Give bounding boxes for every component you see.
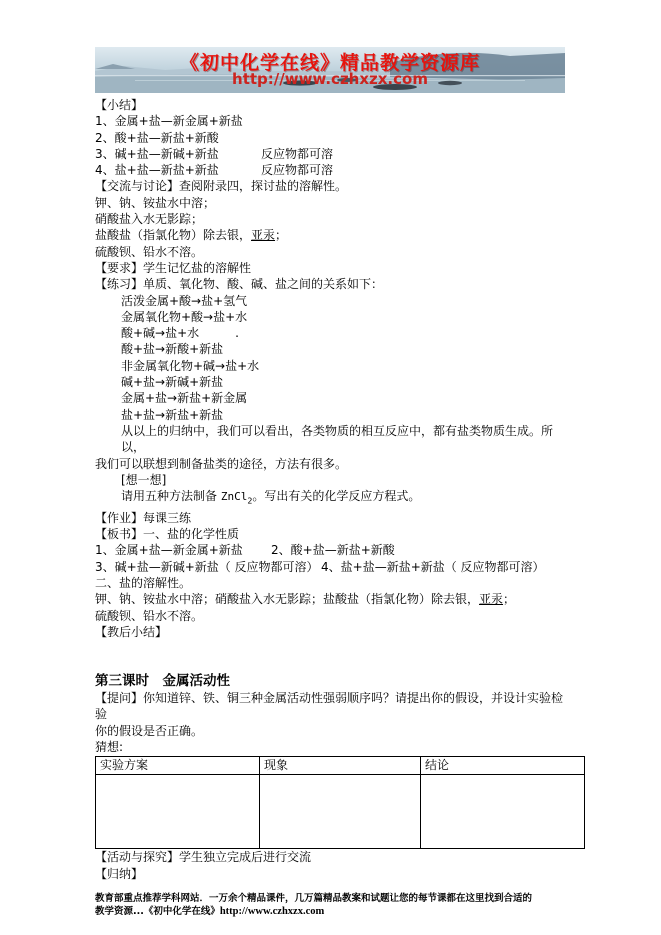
rule-formula: 4、盐+盐—新盐+新盐	[95, 163, 219, 178]
rule-formula: 2、酸+盐—新盐+新酸	[95, 130, 219, 145]
footer-url: http://www.czhxzx.com	[219, 906, 325, 918]
think-heading: [想一想]	[121, 472, 167, 487]
solubility-rhyme-line: 硝酸盐入水无影踪；	[95, 212, 204, 227]
footer-line-1: 教育部重点推荐学科网站．一万余个精品课件，几万篇精品教案和试题让您的每节课都在这里找到合适的	[95, 892, 533, 904]
relation-line: 碱+盐→新碱+新盐	[121, 375, 224, 390]
solubility-rhyme-line: 硫酸钡、铅水不溶。	[95, 244, 204, 259]
formula-subscript: 2	[247, 496, 253, 506]
board-rule: 4、盐+盐—新盐+新盐（ 反应物都可溶）	[321, 559, 545, 574]
footer-text: 教学资源...《初中化学在线》	[95, 906, 220, 918]
footer	[95, 892, 565, 919]
table-header-cell: 实验方案	[96, 757, 260, 775]
board-rule: 1、金属+盐—新金属+新盐	[95, 543, 243, 558]
conclusion-line: 我们可以联想到制备盐类的途径，方法有很多。	[95, 456, 348, 471]
board-rhyme-line	[95, 591, 565, 607]
think-formula	[95, 488, 565, 510]
table-body-row	[96, 775, 585, 849]
site-banner	[95, 47, 565, 93]
solubility-rhyme-line	[95, 227, 565, 243]
banner-url: http://www.czhxzx.com	[232, 70, 428, 88]
summary-heading: 【小结】	[95, 98, 144, 112]
guess-label: 猜想:	[95, 740, 124, 755]
salt-rule-3	[95, 146, 565, 162]
rhyme-text: ；	[275, 228, 288, 243]
rule-formula: 3、碱+盐—新碱+新盐	[95, 146, 219, 161]
relation-line: 酸+盐→新酸+新盐	[121, 342, 224, 357]
board-rule-row-2	[95, 559, 565, 575]
rule-note: 反应物都可溶	[261, 163, 334, 178]
footer-line-2	[95, 905, 565, 919]
induction-heading: 【归纳】	[95, 866, 144, 881]
chemical-formula: ZnCl	[220, 490, 248, 504]
lesson3-title: 第三课时 金属活动性	[95, 673, 230, 690]
conclusion-line: 从以上的归纳中，我们可以看出，各类物质的相互反应中，都有盐类物质生成。所以，	[121, 423, 554, 455]
relation-line: 金属氧化物+酸→盐+水	[121, 309, 248, 324]
think-text: 。写出有关的化学反应方程式。	[252, 489, 421, 504]
underlined-term: 亚汞	[479, 592, 504, 607]
practice-heading: 【练习】单质、氧化物、酸、碱、盐之间的关系如下：	[95, 277, 384, 292]
board-rule-row-1	[95, 542, 565, 558]
relation-line: 金属+盐→新盐+新金属	[121, 391, 248, 406]
banner-title: 《初中化学在线》精品教学资源库	[179, 52, 480, 74]
homework-heading: 【作业】每课三练	[95, 510, 192, 525]
rhyme-text: 钾、钠、铵盐水中溶；硝酸盐入水无影踪；盐酸盐（指氯化物）除去银，	[95, 592, 480, 607]
rhyme-text: 盐酸盐（指氯化物）除去银，	[95, 228, 252, 243]
table-cell	[421, 775, 585, 849]
relation-line: 非金属氧化物+碱→盐+水	[121, 358, 260, 373]
experiment-table	[95, 756, 585, 849]
underlined-term: 亚汞	[251, 228, 276, 243]
relation-line: 酸+碱→盐+水 .	[121, 326, 239, 341]
question-line: 【提问】你知道锌、铁、铜三种金属活动性强弱顺序吗？请提出你的假设，并设计实验检验	[95, 691, 564, 722]
salt-rule-1	[95, 113, 565, 129]
requirement-heading: 【要求】学生记忆盐的溶解性	[95, 260, 252, 275]
board-rule: 3、碱+盐—新碱+新盐（ 反应物都可溶）	[95, 559, 319, 574]
salt-rule-2	[95, 130, 565, 146]
table-header-row	[96, 757, 585, 775]
board-heading: 【板书】一、盐的化学性质	[95, 527, 240, 542]
relation-line: 活泼金属+酸→盐+氢气	[121, 293, 248, 308]
discussion-heading: 【交流与讨论】查阅附录四，探讨盐的溶解性。	[95, 179, 348, 194]
think-text: 请用五种方法制备	[121, 489, 221, 504]
document-content	[95, 47, 565, 919]
rule-note: 反应物都可溶	[261, 146, 334, 161]
salt-rule-4	[95, 162, 565, 178]
solubility-rhyme-line: 钾、钠、铵盐水中溶；	[95, 195, 216, 210]
table-header-cell: 结论	[421, 757, 585, 775]
table-cell	[96, 775, 260, 849]
activity-heading: 【活动与探究】学生独立完成后进行交流	[95, 850, 312, 865]
board-subheading: 二、盐的溶解性。	[95, 576, 192, 590]
table-header-cell: 现象	[260, 757, 421, 775]
board-rhyme-line: 硫酸钡、铅水不溶。	[95, 608, 204, 623]
relation-line: 盐+盐→新盐+新盐	[121, 407, 224, 422]
after-class-heading: 【教后小结】	[95, 624, 168, 639]
rule-formula: 1、金属+盐—新金属+新盐	[95, 114, 243, 129]
board-rule: 2、酸+盐—新盐+新酸	[271, 543, 395, 558]
rhyme-text: ；	[503, 592, 516, 607]
question-line: 你的假设是否正确。	[95, 723, 204, 738]
table-cell	[260, 775, 421, 849]
